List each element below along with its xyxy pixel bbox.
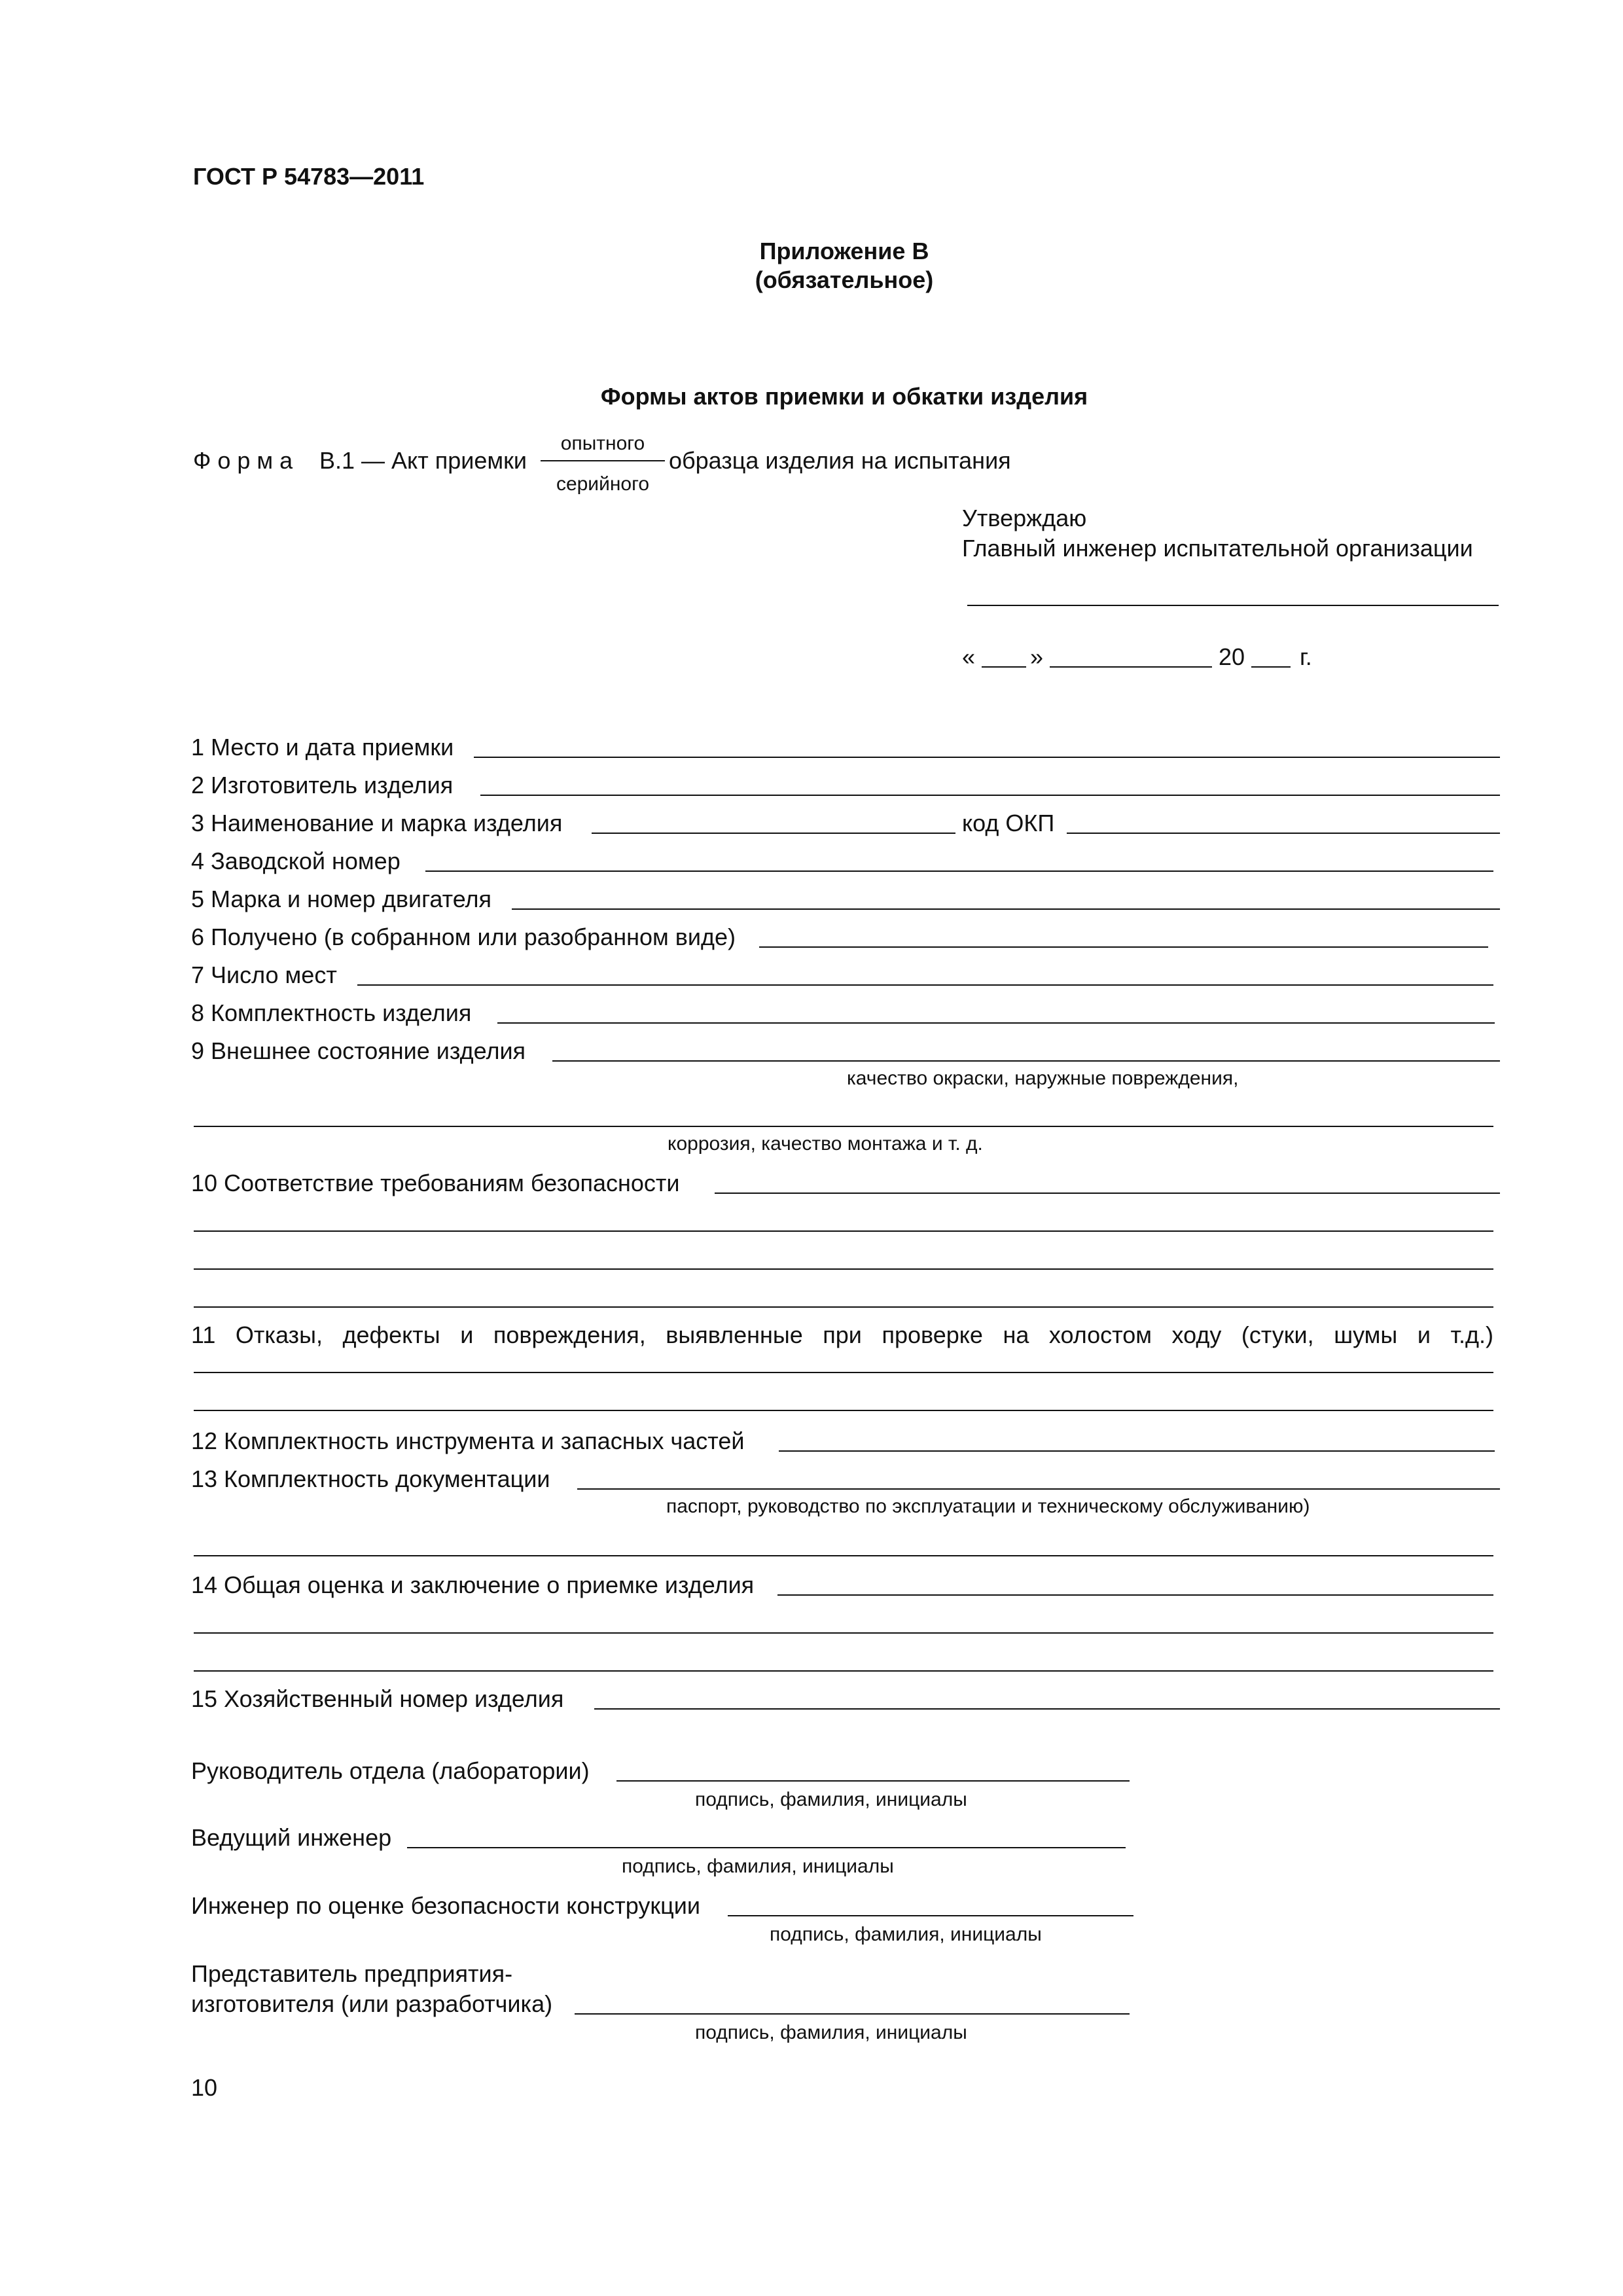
approval-signature-line[interactable] xyxy=(967,605,1499,606)
item-12-line[interactable] xyxy=(779,1450,1495,1452)
item-6-label: 6 Получено (в собранном или разобранном виде) xyxy=(191,924,736,950)
signature-2-line[interactable] xyxy=(407,1847,1126,1848)
approval-approve: Утверждаю xyxy=(962,505,1087,531)
date-year-suffix: г. xyxy=(1300,643,1312,670)
signature-3-label: Инженер по оценке безопасности конструкции xyxy=(191,1892,700,1919)
form-suffix: образца изделия на испытания xyxy=(669,447,1011,474)
signature-3-hint: подпись, фамилия, инициалы xyxy=(770,1924,1042,1945)
option-divider xyxy=(541,460,665,461)
signature-1-line[interactable] xyxy=(616,1780,1130,1782)
item-7-label: 7 Число мест xyxy=(191,961,337,988)
date-open-quote: « xyxy=(962,643,976,670)
item-14-line-2[interactable] xyxy=(194,1632,1493,1634)
item-3-okp-line[interactable] xyxy=(1067,833,1500,834)
item-5-label: 5 Марка и номер двигателя xyxy=(191,886,492,912)
item-9-line-2[interactable] xyxy=(194,1126,1493,1127)
approval-position: Главный инженер испытательной организации xyxy=(962,535,1473,562)
item-10-line-3[interactable] xyxy=(194,1268,1493,1270)
date-year-line[interactable] xyxy=(1251,666,1291,668)
signature-4-label-line1: Представитель предприятия- xyxy=(191,1960,513,1987)
appendix-status: (обязательное) xyxy=(755,266,934,293)
date-year-prefix: 20 xyxy=(1219,643,1245,670)
signature-3-line[interactable] xyxy=(728,1915,1133,1916)
item-5-line[interactable] xyxy=(512,908,1500,910)
item-1-label: 1 Место и дата приемки xyxy=(191,734,454,761)
item-8-line[interactable] xyxy=(497,1022,1495,1024)
item-11-line-1[interactable] xyxy=(194,1372,1493,1373)
date-close-quote: » xyxy=(1030,643,1044,670)
signature-4-hint: подпись, фамилия, инициалы xyxy=(695,2022,967,2043)
item-14-line[interactable] xyxy=(777,1594,1493,1596)
item-8-label: 8 Комплектность изделия xyxy=(191,999,472,1026)
item-4-line[interactable] xyxy=(425,870,1493,872)
signature-1-label: Руководитель отдела (лаборатории) xyxy=(191,1757,590,1784)
item-9-line[interactable] xyxy=(552,1060,1500,1062)
item-14-label: 14 Общая оценка и заключение о приемке изделия xyxy=(191,1571,755,1598)
item-13-line[interactable] xyxy=(577,1488,1500,1490)
item-10-line-2[interactable] xyxy=(194,1230,1493,1232)
item-1-line[interactable] xyxy=(474,757,1500,758)
form-prefix: В.1 — Акт приемки xyxy=(319,447,527,474)
item-7-line[interactable] xyxy=(357,984,1493,986)
form-prefix-spaced: Форма xyxy=(193,447,300,474)
item-9-hint-2: коррозия, качество монтажа и т. д. xyxy=(668,1133,983,1155)
item-9-label: 9 Внешнее состояние изделия xyxy=(191,1037,526,1064)
item-15-label: 15 Хозяйственный номер изделия xyxy=(191,1685,564,1712)
item-3-label: 3 Наименование и марка изделия xyxy=(191,810,563,836)
item-11-label: 11 Отказы, дефекты и повреждения, выявленные при проверке на холостом ходу (стуки, шумы и т.д.) xyxy=(191,1321,1493,1348)
item-13-label: 13 Комплектность документации xyxy=(191,1465,550,1492)
item-2-label: 2 Изготовитель изделия xyxy=(191,772,454,798)
option-top: опытного xyxy=(560,433,645,454)
option-bottom: серийного xyxy=(556,473,650,495)
item-14-line-3[interactable] xyxy=(194,1670,1493,1672)
item-3-line[interactable] xyxy=(592,833,955,834)
item-15-line[interactable] xyxy=(594,1708,1500,1710)
signature-4-label-line2: изготовителя (или разработчика) xyxy=(191,1990,553,2017)
item-13-hint: паспорт, руководство по эксплуатации и техническому обслуживанию) xyxy=(666,1496,1310,1517)
item-4-label: 4 Заводской номер xyxy=(191,848,401,874)
item-3-okp-label: код ОКП xyxy=(962,810,1055,836)
appendix-title: Приложение В xyxy=(759,238,929,264)
item-13-line-2[interactable] xyxy=(194,1555,1493,1556)
item-12-label: 12 Комплектность инструмента и запасных частей xyxy=(191,1427,745,1454)
page-number: 10 xyxy=(191,2074,218,2101)
signature-2-hint: подпись, фамилия, инициалы xyxy=(622,1856,894,1877)
date-day-line[interactable] xyxy=(982,666,1026,668)
signature-2-label: Ведущий инженер xyxy=(191,1824,392,1851)
item-10-label: 10 Соответствие требованиям безопасности xyxy=(191,1170,680,1196)
date-month-line[interactable] xyxy=(1050,666,1212,668)
doc-code: ГОСТ Р 54783—2011 xyxy=(193,163,425,190)
item-10-line-4[interactable] xyxy=(194,1306,1493,1308)
item-10-line[interactable] xyxy=(715,1193,1500,1194)
item-2-line[interactable] xyxy=(480,795,1500,796)
item-9-hint-1: качество окраски, наружные повреждения, xyxy=(847,1067,1239,1089)
signature-1-hint: подпись, фамилия, инициалы xyxy=(695,1789,967,1810)
item-6-line[interactable] xyxy=(759,946,1488,948)
signature-4-line[interactable] xyxy=(575,2013,1130,2015)
section-title: Формы актов приемки и обкатки изделия xyxy=(600,383,1088,410)
item-11-line-2[interactable] xyxy=(194,1410,1493,1411)
